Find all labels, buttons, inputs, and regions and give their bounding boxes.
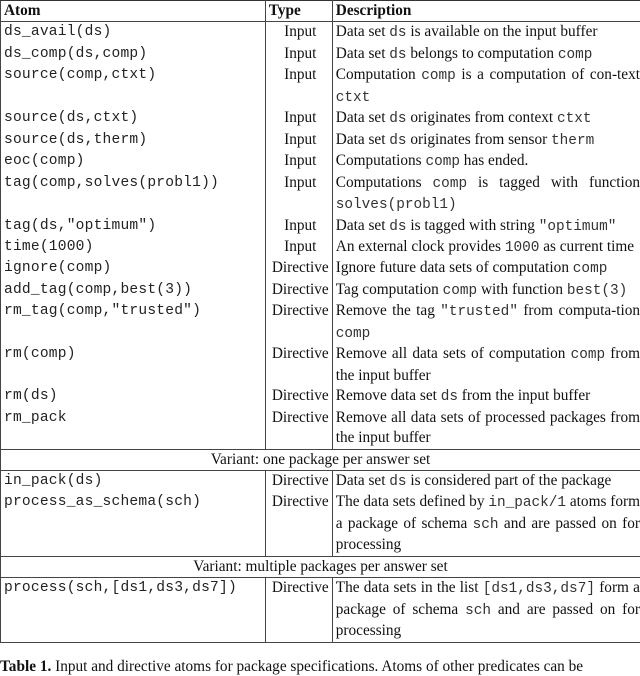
table-row (1, 408, 640, 449)
description-text: Ignore future data sets of computation (336, 259, 573, 276)
variant-two-label: Variant: multiple packages per answer set (1, 556, 640, 577)
description-text: originates from sensor (407, 131, 551, 148)
description-text: is available on the input buffer (407, 23, 598, 40)
description-text: Computations (336, 174, 433, 191)
description-text: Data set (336, 23, 390, 40)
main-rows (1, 22, 640, 449)
variant-one-header (1, 449, 640, 470)
description-cell (332, 151, 640, 172)
description-cell (332, 258, 640, 279)
description-cell (332, 237, 640, 258)
header-atom: Atom (1, 1, 266, 22)
type-cell: Input (265, 130, 332, 151)
atom-cell: time(1000) (1, 237, 266, 258)
variant-two-section (1, 556, 640, 577)
type-cell: Input (265, 44, 332, 65)
table-row (1, 344, 640, 386)
atom-cell: ds_comp(ds,comp) (1, 44, 266, 65)
description-text: is considered part of the package (407, 472, 612, 489)
code-term: comp (558, 47, 593, 63)
variant-two-header (1, 556, 640, 577)
description-text: Data set (336, 472, 390, 489)
table-header-row (1, 1, 640, 22)
table-row (1, 578, 640, 642)
code-term: ds (389, 111, 406, 127)
table-row (1, 492, 640, 556)
code-term: [ds1,ds3,ds7] (483, 581, 595, 597)
code-term: "trusted" (440, 304, 518, 320)
description-cell (332, 22, 640, 44)
description-cell (332, 65, 640, 108)
code-term: comp (573, 261, 608, 277)
table-row (1, 173, 640, 216)
description-cell (332, 470, 640, 492)
atom-cell: source(ds,therm) (1, 130, 266, 151)
code-term: sch (473, 517, 499, 533)
table-row (1, 130, 640, 151)
code-term: ds (389, 25, 406, 41)
type-cell: Directive (265, 344, 332, 386)
description-text: form a package of schema (336, 579, 640, 617)
variant-two-rows (1, 578, 640, 642)
atom-cell: rm_pack (1, 408, 266, 449)
type-cell: Directive (265, 470, 332, 492)
description-text: from the input buffer (336, 345, 640, 383)
atom-cell: eoc(comp) (1, 151, 266, 172)
description-cell (332, 492, 640, 556)
header-type: Type (265, 1, 332, 22)
variant-one-label: Variant: one package per answer set (1, 449, 640, 470)
atom-cell: tag(comp,solves(probl1)) (1, 173, 266, 216)
atom-cell: ignore(comp) (1, 258, 266, 279)
atom-cell: rm(comp) (1, 344, 266, 386)
code-term: ds (389, 474, 406, 490)
description-text: has ended. (460, 152, 528, 169)
description-text: An external clock provides (336, 238, 505, 255)
type-cell: Input (265, 108, 332, 129)
code-term: ctxt (557, 111, 592, 127)
table-row (1, 22, 640, 44)
description-text: is tagged with function (467, 174, 640, 191)
description-cell (332, 408, 640, 449)
caption-label: Table 1. (0, 658, 51, 675)
table-row (1, 386, 640, 407)
header-description: Description (332, 1, 640, 22)
description-cell (332, 578, 640, 642)
table-row (1, 151, 640, 172)
atom-cell: process_as_schema(sch) (1, 492, 266, 556)
caption-text: Input and directive atoms for package specifications. Atoms of other predicates can be (51, 658, 583, 675)
description-text: belongs to computation (407, 45, 558, 62)
description-cell (332, 280, 640, 301)
description-text: Data set (336, 217, 390, 234)
atom-cell: source(ds,ctxt) (1, 108, 266, 129)
table-row (1, 470, 640, 492)
type-cell: Directive (265, 408, 332, 449)
atom-cell: rm_tag(comp,"trusted") (1, 301, 266, 344)
description-text: Data set (336, 131, 390, 148)
type-cell: Input (265, 173, 332, 216)
variant-one-section (1, 449, 640, 470)
description-text: Remove the tag (336, 302, 440, 319)
code-term: ds (441, 389, 458, 405)
code-term: therm (551, 133, 594, 149)
code-term: 1000 (505, 240, 540, 256)
description-cell (332, 44, 640, 65)
description-text: and are passed on for processing (336, 515, 640, 553)
code-term: comp (443, 283, 478, 299)
table-caption (0, 658, 640, 676)
type-cell: Directive (265, 280, 332, 301)
atom-cell: add_tag(comp,best(3)) (1, 280, 266, 301)
description-text: Remove data set (336, 387, 441, 404)
atom-cell: process(sch,[ds1,ds3,ds7]) (1, 578, 266, 642)
table-row (1, 65, 640, 108)
type-cell: Directive (265, 578, 332, 642)
code-term: ds (389, 47, 406, 63)
atom-cell: source(comp,ctxt) (1, 65, 266, 108)
type-cell: Input (265, 216, 332, 237)
table-row (1, 258, 640, 279)
code-term: ds (389, 133, 406, 149)
type-cell: Directive (265, 258, 332, 279)
description-text: with function (477, 281, 567, 298)
description-text: and are passed on for processing (336, 601, 640, 639)
description-text: atoms form a package of schema (336, 493, 640, 531)
description-cell (332, 386, 640, 407)
type-cell: Directive (265, 492, 332, 556)
code-term: solves(probl1) (336, 197, 457, 213)
description-cell (332, 130, 640, 151)
code-term: sch (465, 603, 491, 619)
description-text: Data set (336, 109, 390, 126)
type-cell: Input (265, 65, 332, 108)
description-text: The data sets in the list (336, 579, 483, 596)
description-text: Data set (336, 45, 390, 62)
description-text: as current time (539, 238, 634, 255)
code-term: comp (336, 326, 371, 342)
atom-cell: rm(ds) (1, 386, 266, 407)
table-row (1, 301, 640, 344)
type-cell: Input (265, 237, 332, 258)
code-term: "optimum" (539, 219, 617, 235)
description-cell (332, 108, 640, 129)
description-text: from computa-tion (518, 302, 640, 319)
table-row (1, 216, 640, 237)
description-text: originates from context (407, 109, 557, 126)
description-text: Computation (336, 66, 421, 83)
description-text: from the input buffer (458, 387, 590, 404)
atom-cell: in_pack(ds) (1, 470, 266, 492)
description-text: Computations (336, 152, 426, 169)
code-term: comp (571, 347, 606, 363)
description-text: is a computation of con-text (456, 66, 640, 83)
table-row (1, 44, 640, 65)
description-cell (332, 173, 640, 216)
type-cell: Input (265, 22, 332, 44)
description-cell (332, 344, 640, 386)
code-term: in_pack/1 (488, 495, 566, 511)
table-row (1, 280, 640, 301)
table-row (1, 237, 640, 258)
description-text: Remove all data sets of processed packages from the input buffer (336, 409, 640, 446)
type-cell: Input (265, 151, 332, 172)
description-text: is tagged with string (407, 217, 539, 234)
description-cell (332, 301, 640, 344)
description-text: Remove all data sets of computation (336, 345, 571, 362)
description-text: Tag computation (336, 281, 443, 298)
code-term: comp (433, 176, 468, 192)
code-term: comp (425, 154, 460, 170)
type-cell: Directive (265, 301, 332, 344)
code-term: comp (421, 68, 456, 84)
type-cell: Directive (265, 386, 332, 407)
description-text: The data sets defined by (336, 493, 489, 510)
variant-one-rows (1, 470, 640, 556)
code-term: ctxt (336, 90, 371, 106)
description-cell (332, 216, 640, 237)
code-term: ds (389, 219, 406, 235)
code-term: best(3) (567, 283, 627, 299)
atom-cell: ds_avail(ds) (1, 22, 266, 44)
atom-cell: tag(ds,"optimum") (1, 216, 266, 237)
table-row (1, 108, 640, 129)
